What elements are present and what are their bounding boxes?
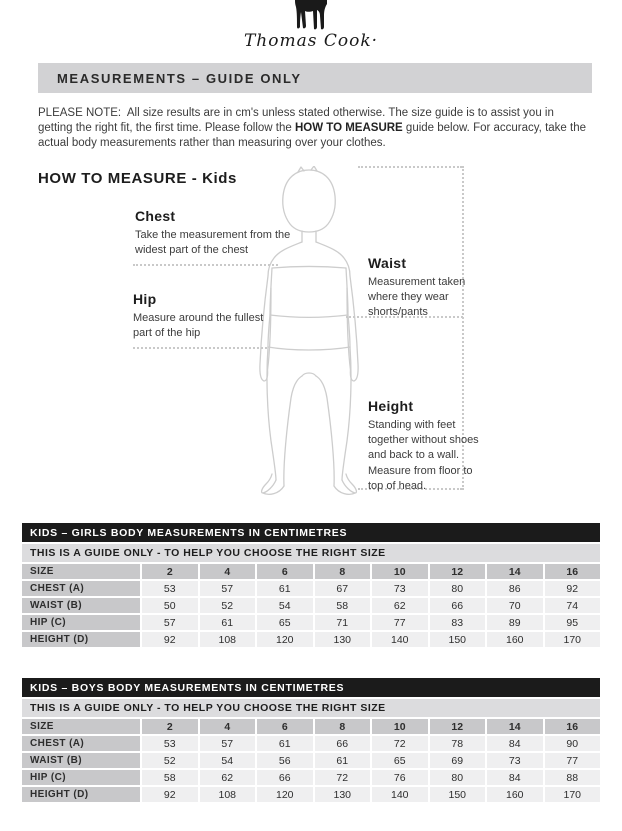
value-cell: 160 [487,632,543,647]
row-label: CHEST (A) [22,736,140,751]
value-cell: 61 [315,753,371,768]
size-row-label: SIZE [22,564,140,579]
table-grid [22,719,600,802]
row-label: HEIGHT (D) [22,632,140,647]
size-header-cell: 12 [430,719,486,734]
value-cell: 76 [372,770,428,785]
row-label: WAIST (B) [22,598,140,613]
table-title: KIDS – GIRLS BODY MEASUREMENTS IN CENTIMETRES [22,523,600,542]
waist-annotation [368,255,473,321]
chest-annotation [135,208,305,258]
value-cell: 72 [372,736,428,751]
size-header-cell: 12 [430,564,486,579]
value-cell: 84 [487,770,543,785]
size-header-cell: 2 [142,564,198,579]
how-to-measure-heading: HOW TO MEASURE - Kids [38,170,237,187]
table-subtitle: THIS IS A GUIDE ONLY - TO HELP YOU CHOOSE THE RIGHT SIZE [22,699,600,717]
value-cell: 50 [142,598,198,613]
chest-annotation-text: Take the measurement from the widest part of the chest [135,229,291,257]
girls-measurements-table [22,523,600,647]
hip-annotation [133,291,283,341]
value-cell: 150 [430,787,486,802]
value-cell: 61 [200,615,256,630]
height-annotation-text: Standing with feet together without shoes and back to a wall. Measure from floor to top of head. [368,419,479,492]
value-cell: 88 [545,770,601,785]
brand-logo-text: Thomas Cook· [243,31,379,51]
size-header-cell: 10 [372,719,428,734]
value-cell: 130 [315,632,371,647]
value-cell: 69 [430,753,486,768]
value-cell: 120 [257,632,313,647]
value-cell: 74 [545,598,601,613]
size-header-cell: 8 [315,719,371,734]
size-header-cell: 4 [200,719,256,734]
row-label: WAIST (B) [22,753,140,768]
measurement-diagram [0,160,622,512]
row-label: HEIGHT (D) [22,787,140,802]
dog-silhouette-icon [294,0,328,30]
value-cell: 86 [487,581,543,596]
value-cell: 65 [257,615,313,630]
row-label: HIP (C) [22,615,140,630]
size-header-cell: 14 [487,719,543,734]
note-part2: guide below. For accuracy, take the actual body measurements rather than measuring over your clothes. [38,122,586,150]
boys-measurements-table [22,678,600,802]
value-cell: 77 [372,615,428,630]
value-cell: 57 [200,581,256,596]
value-cell: 62 [372,598,428,613]
value-cell: 108 [200,632,256,647]
size-row-label: SIZE [22,719,140,734]
size-header-cell: 16 [545,719,601,734]
value-cell: 83 [430,615,486,630]
value-cell: 150 [430,632,486,647]
value-cell: 140 [372,787,428,802]
value-cell: 53 [142,736,198,751]
value-cell: 140 [372,632,428,647]
value-cell: 54 [257,598,313,613]
value-cell: 90 [545,736,601,751]
note-bold: HOW TO MEASURE [294,122,403,135]
value-cell: 52 [200,598,256,613]
height-top-dotted-line [358,166,462,168]
table-subtitle: THIS IS A GUIDE ONLY - TO HELP YOU CHOOSE THE RIGHT SIZE [22,544,600,562]
value-cell: 92 [142,787,198,802]
hip-annotation-text: Measure around the fullest part of the hip [133,312,264,340]
value-cell: 57 [142,615,198,630]
value-cell: 66 [430,598,486,613]
value-cell: 108 [200,787,256,802]
value-cell: 80 [430,770,486,785]
value-cell: 58 [315,598,371,613]
waist-annotation-text: Measurement taken where they wear shorts/pants [368,276,466,319]
size-header-cell: 6 [257,719,313,734]
table-title: KIDS – BOYS BODY MEASUREMENTS IN CENTIMETRES [22,678,600,697]
table-grid [22,564,600,647]
size-header-cell: 4 [200,564,256,579]
size-header-cell: 6 [257,564,313,579]
value-cell: 130 [315,787,371,802]
value-cell: 72 [315,770,371,785]
height-annotation-title: Height [368,398,414,414]
value-cell: 57 [200,736,256,751]
height-annotation [368,398,480,494]
brand-logo [0,0,622,51]
value-cell: 67 [315,581,371,596]
value-cell: 65 [372,753,428,768]
size-header-cell: 8 [315,564,371,579]
chest-dotted-line [133,264,278,266]
value-cell: 61 [257,581,313,596]
note-part1: PLEASE NOTE: All size results are in cm's unless stated otherwise. The size guide is to assist you in getting the right fit, the first time. Please follow the [38,107,554,135]
value-cell: 80 [430,581,486,596]
value-cell: 84 [487,736,543,751]
value-cell: 92 [545,581,601,596]
value-cell: 70 [487,598,543,613]
size-header-cell: 16 [545,564,601,579]
chest-annotation-title: Chest [135,208,176,224]
value-cell: 77 [545,753,601,768]
value-cell: 92 [142,632,198,647]
hip-dotted-line [133,347,267,349]
value-cell: 89 [487,615,543,630]
value-cell: 170 [545,787,601,802]
value-cell: 62 [200,770,256,785]
value-cell: 73 [372,581,428,596]
value-cell: 61 [257,736,313,751]
size-header-cell: 14 [487,564,543,579]
value-cell: 54 [200,753,256,768]
value-cell: 120 [257,787,313,802]
size-header-cell: 10 [372,564,428,579]
value-cell: 66 [315,736,371,751]
value-cell: 56 [257,753,313,768]
page-title: MEASUREMENTS – GUIDE ONLY [57,70,302,86]
size-header-cell: 2 [142,719,198,734]
value-cell: 160 [487,787,543,802]
page-title-bar [38,63,592,93]
row-label: HIP (C) [22,770,140,785]
row-label: CHEST (A) [22,581,140,596]
value-cell: 53 [142,581,198,596]
value-cell: 170 [545,632,601,647]
value-cell: 71 [315,615,371,630]
value-cell: 73 [487,753,543,768]
value-cell: 58 [142,770,198,785]
value-cell: 78 [430,736,486,751]
please-note-text [38,106,586,152]
value-cell: 66 [257,770,313,785]
value-cell: 52 [142,753,198,768]
waist-annotation-title: Waist [368,255,407,271]
hip-annotation-title: Hip [133,291,157,307]
value-cell: 95 [545,615,601,630]
